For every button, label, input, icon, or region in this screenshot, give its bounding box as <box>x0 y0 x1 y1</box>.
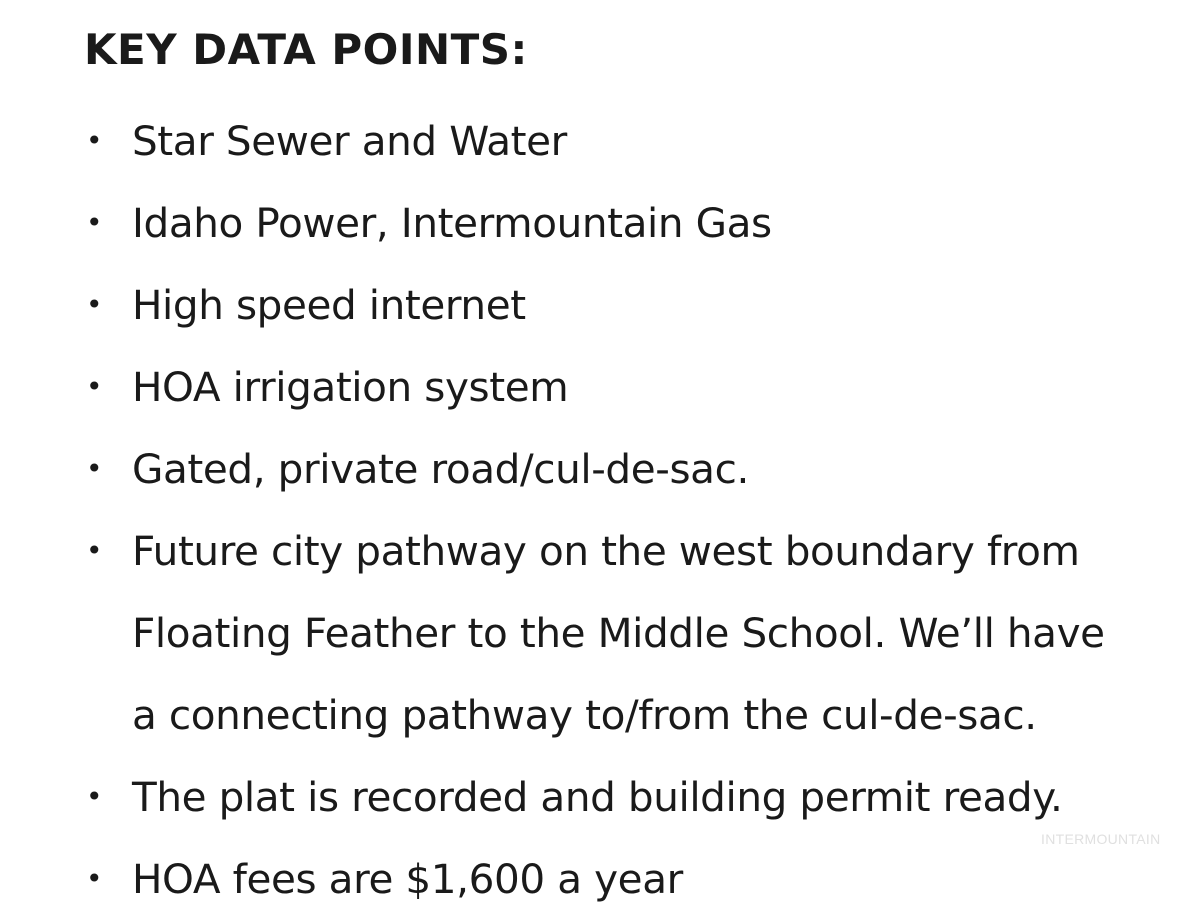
list-item-text: High speed internet <box>132 281 526 329</box>
list-item <box>84 346 1184 428</box>
bullet-icon: • <box>86 780 103 813</box>
bullet-icon: • <box>86 370 103 403</box>
list-item <box>84 182 1184 264</box>
list-item-text: Star Sewer and Water <box>132 117 567 165</box>
list-item <box>84 838 1184 920</box>
list-item <box>84 510 1184 756</box>
bullet-icon: • <box>86 206 103 239</box>
key-data-points-list <box>84 100 1184 920</box>
list-item <box>84 756 1184 838</box>
list-item-text: The plat is recorded and building permit ready. <box>132 773 1063 821</box>
section-heading: KEY DATA POINTS: <box>84 25 528 74</box>
watermark-text: INTERMOUNTAIN <box>1041 831 1161 847</box>
bullet-icon: • <box>86 124 103 157</box>
list-item-text: Idaho Power, Intermountain Gas <box>132 199 772 247</box>
list-item-text: HOA irrigation system <box>132 363 569 411</box>
list-item-text: Future city pathway on the west boundary from Floating Feather to the Middle School. We’ll have a connecting pathway to/from the cul-de-sac. <box>132 527 1105 739</box>
list-item <box>84 264 1184 346</box>
bullet-icon: • <box>86 534 103 567</box>
list-item <box>84 428 1184 510</box>
bullet-icon: • <box>86 862 103 895</box>
list-item <box>84 100 1184 182</box>
bullet-icon: • <box>86 452 103 485</box>
list-item-text: HOA fees are $1,600 a year <box>132 855 683 903</box>
bullet-icon: • <box>86 288 103 321</box>
list-item-text: Gated, private road/cul-de-sac. <box>132 445 749 493</box>
